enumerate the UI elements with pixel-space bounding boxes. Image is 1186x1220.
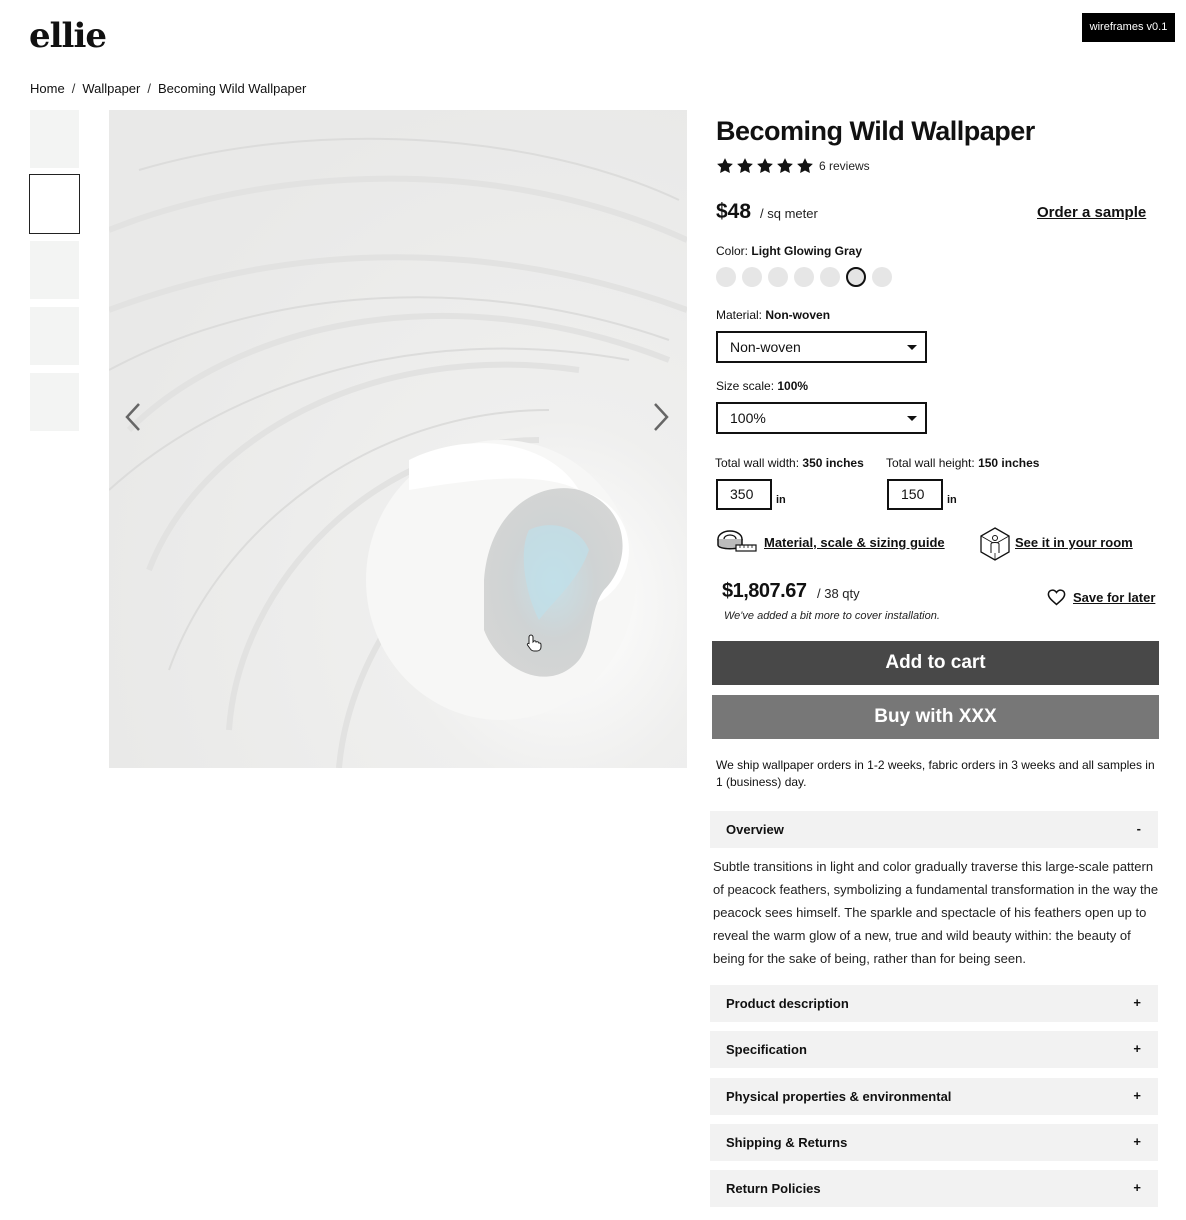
accordion-shipping-returns[interactable] bbox=[710, 1124, 1158, 1161]
wall-height-input[interactable]: 150 bbox=[887, 479, 943, 510]
gallery-prev-button[interactable] bbox=[118, 402, 148, 432]
rating-stars[interactable] bbox=[716, 157, 814, 175]
shipping-note: We ship wallpaper orders in 1-2 weeks, fabric orders in 3 weeks and all samples in 1 (business) day. bbox=[716, 758, 1155, 789]
total-price: $1,807.67 bbox=[722, 580, 807, 602]
color-value: Light Glowing Gray bbox=[751, 244, 863, 258]
wall-height-unit: in bbox=[947, 494, 957, 506]
star-icon bbox=[776, 157, 794, 175]
expand-icon: + bbox=[1133, 1180, 1141, 1195]
total-qty: / 38 qty bbox=[817, 586, 860, 601]
sizing-guide-link[interactable]: Material, scale & sizing guide bbox=[764, 535, 945, 550]
room-view-icon bbox=[980, 527, 1010, 561]
gallery-thumbnail[interactable] bbox=[30, 110, 79, 168]
caret-down-icon bbox=[907, 345, 917, 350]
expand-icon: + bbox=[1133, 1134, 1141, 1149]
size-scale-selected-value: 100% bbox=[730, 410, 766, 426]
overview-body: Subtle transitions in light and color gradually traverse this large-scale pattern of peacock feathers, symbolizing a fundamental transformation in the way the peacock sees himself. The sparkle and spectacle of his feathers open up to reveal the warm glow of a new, true and wild beauty within: the beauty of being for the sake of being, rather than for being seen. bbox=[713, 859, 1159, 966]
accordion-title: Physical properties & environmental bbox=[726, 1089, 952, 1104]
heart-icon bbox=[1047, 589, 1066, 606]
chevron-left-icon bbox=[124, 402, 142, 432]
accordion-specification[interactable] bbox=[710, 1031, 1158, 1068]
size-scale-value: 100% bbox=[777, 379, 809, 393]
wall-width-unit: in bbox=[776, 494, 786, 506]
color-swatches bbox=[716, 267, 892, 287]
accordion-physical-properties[interactable] bbox=[710, 1078, 1158, 1115]
wall-height-value: 150 inches bbox=[978, 456, 1040, 470]
material-value: Non-woven bbox=[765, 308, 831, 322]
breadcrumb-separator: / bbox=[147, 81, 151, 96]
color-label bbox=[716, 244, 862, 258]
color-swatch-selected[interactable] bbox=[846, 267, 866, 287]
see-in-room-link[interactable]: See it in your room bbox=[1015, 535, 1133, 550]
caret-down-icon bbox=[907, 416, 917, 421]
breadcrumb-current: Becoming Wild Wallpaper bbox=[157, 81, 307, 96]
gallery-thumbnail-active[interactable] bbox=[29, 174, 80, 234]
save-for-later-label: Save for later bbox=[1073, 590, 1156, 605]
color-label-text: Color: bbox=[716, 244, 749, 258]
hand-cursor-icon bbox=[526, 634, 542, 652]
tape-measure-icon bbox=[716, 528, 758, 556]
product-main-image bbox=[109, 110, 687, 768]
installation-note: We've added a bit more to cover installation. bbox=[724, 610, 940, 622]
wall-width-input[interactable]: 350 bbox=[716, 479, 772, 510]
gallery-thumbnail[interactable] bbox=[30, 373, 79, 431]
size-scale-label bbox=[716, 379, 808, 393]
accordion-title: Shipping & Returns bbox=[726, 1135, 848, 1150]
star-icon bbox=[796, 157, 814, 175]
breadcrumb-separator: / bbox=[71, 81, 76, 96]
accordion-title: Overview bbox=[726, 822, 784, 837]
accordion-title: Return Policies bbox=[726, 1181, 821, 1196]
breadcrumb-wallpaper[interactable]: Wallpaper bbox=[82, 81, 141, 96]
accordion-return-policies[interactable] bbox=[710, 1170, 1158, 1207]
star-icon bbox=[756, 157, 774, 175]
product-price: $48 bbox=[716, 200, 752, 223]
breadcrumb-home[interactable]: Home bbox=[30, 81, 65, 96]
wall-width-value: 350 inches bbox=[802, 456, 864, 470]
order-sample-link[interactable]: Order a sample bbox=[1037, 204, 1147, 221]
breadcrumb bbox=[30, 81, 306, 96]
color-swatch[interactable] bbox=[820, 267, 840, 287]
peacock-feather-image bbox=[109, 110, 687, 768]
color-swatch[interactable] bbox=[716, 267, 736, 287]
gallery-thumbnail[interactable] bbox=[30, 307, 79, 365]
save-for-later-button[interactable] bbox=[1047, 589, 1155, 606]
buy-with-button[interactable]: Buy with XXX bbox=[712, 695, 1159, 739]
size-scale-select[interactable] bbox=[716, 402, 927, 434]
wall-width-label bbox=[715, 456, 864, 470]
wall-width-label-text: Total wall width: bbox=[715, 456, 800, 470]
color-swatch[interactable] bbox=[768, 267, 788, 287]
accordion-title: Specification bbox=[726, 1042, 807, 1057]
star-icon bbox=[716, 157, 734, 175]
color-swatch[interactable] bbox=[742, 267, 762, 287]
size-scale-label-text: Size scale: bbox=[716, 379, 775, 393]
accordion-title: Product description bbox=[726, 996, 849, 1011]
star-icon bbox=[736, 157, 754, 175]
material-label bbox=[716, 308, 830, 322]
material-label-text: Material: bbox=[716, 308, 763, 322]
gallery-thumbnail[interactable] bbox=[30, 241, 79, 299]
accordion-product-description[interactable] bbox=[710, 985, 1158, 1022]
reviews-link[interactable]: 6 reviews bbox=[819, 159, 870, 173]
logo[interactable]: ellie bbox=[29, 16, 107, 56]
product-title: Becoming Wild Wallpaper bbox=[716, 116, 1035, 146]
gallery-next-button[interactable] bbox=[646, 402, 676, 432]
color-swatch[interactable] bbox=[872, 267, 892, 287]
accordion-overview[interactable] bbox=[710, 811, 1158, 848]
wall-height-label-text: Total wall height: bbox=[886, 456, 975, 470]
material-select[interactable] bbox=[716, 331, 927, 363]
version-badge: wireframes v0.1 bbox=[1082, 13, 1175, 42]
collapse-icon: - bbox=[1136, 821, 1141, 836]
price-unit: / sq meter bbox=[760, 206, 818, 221]
chevron-right-icon bbox=[652, 402, 670, 432]
material-selected-value: Non-woven bbox=[730, 339, 801, 355]
color-swatch[interactable] bbox=[794, 267, 814, 287]
expand-icon: + bbox=[1133, 995, 1141, 1010]
expand-icon: + bbox=[1133, 1088, 1141, 1103]
expand-icon: + bbox=[1133, 1041, 1141, 1056]
add-to-cart-button[interactable]: Add to cart bbox=[712, 641, 1159, 685]
wall-height-label bbox=[886, 456, 1039, 470]
